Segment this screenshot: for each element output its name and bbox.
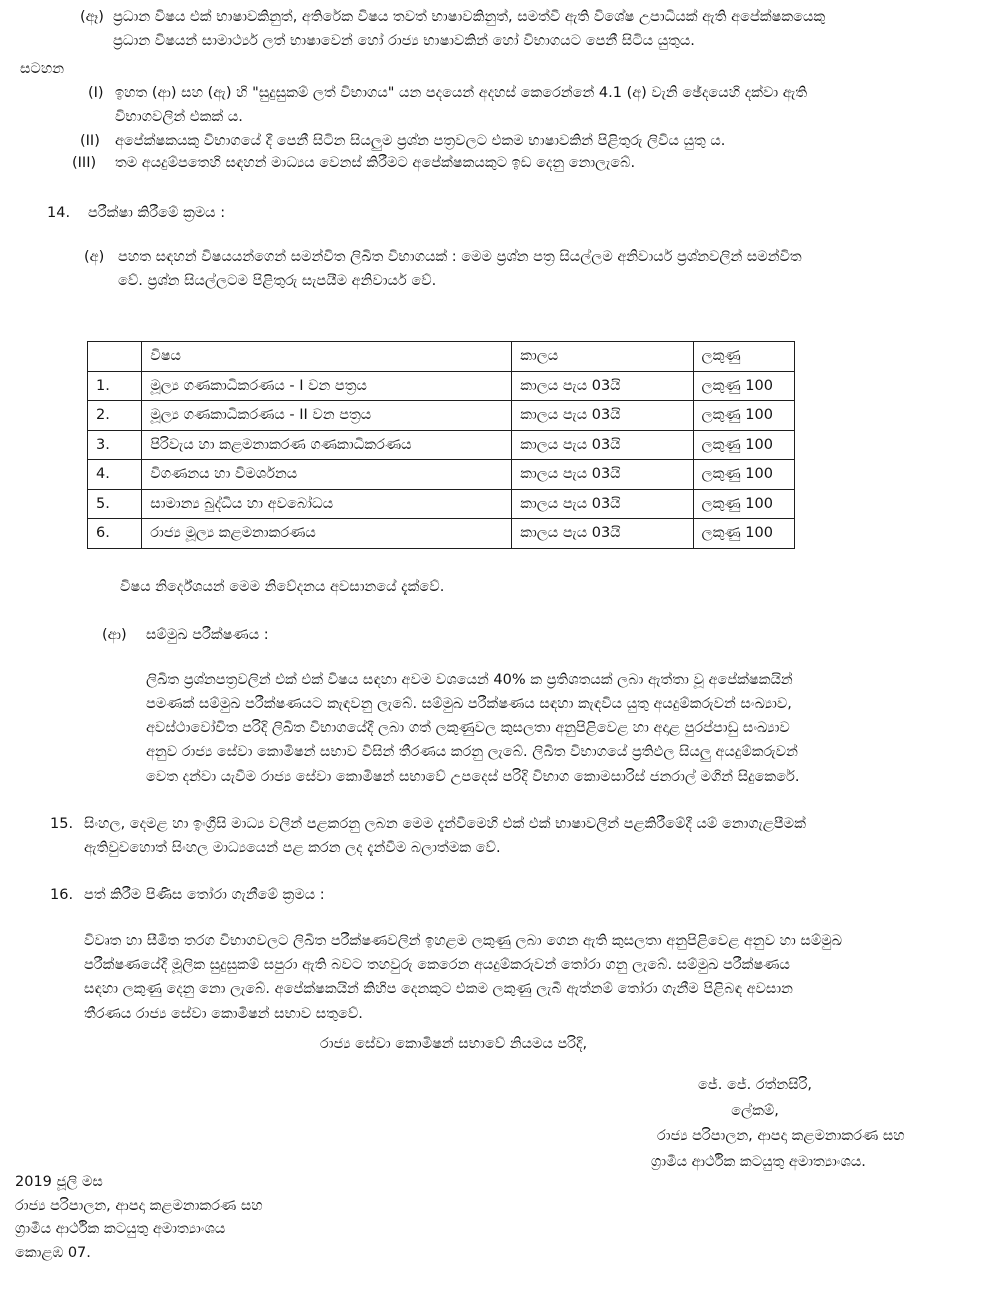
table-cell-subject: විගණනය හා විමර්ශනය: [142, 460, 512, 490]
signatory-ministry: රාජ්‍ය පරිපාලන, ආපදා කළමනාකරණ සහ: [657, 1128, 905, 1144]
paragraph-line: සිංහල, දෙමළ හා ඉංග්‍රීසි මාධ්‍ය වලින් පළකරනු ලබන මෙම දැන්වීමෙහි එක් එක් භාෂාවලින් පළකිරීමේදී යම් නොගැළපීමක්: [84, 816, 806, 832]
paragraph-line: වේ. ප්‍රශ්න සියල්ලටම පිළිතුරු සැපයීම අනිවාර්ය වේ.: [118, 273, 437, 289]
paragraph-line: ලිඛිත ප්‍රශ්නපත්‍රවලින් එක් එක් විෂය සඳහා අවම වශයෙන් 40% ක ප්‍රතිශතයක් ලබා ඇත්තා වූ අපේක්ෂකයින්: [146, 672, 793, 688]
syllabus-note: විෂය නිර්දේශයන් මෙම නිවේදනය අවසානයේ දැක්වේ.: [120, 579, 445, 595]
note-number: (III): [72, 155, 97, 171]
table-cell-time: කාලය පැය 03යි: [512, 430, 693, 460]
table-row: [88, 430, 795, 460]
paragraph-line: සඳහා ලකුණු දෙනු නො ලැබේ. අපේක්ෂකයින් කිහිප දෙනකුට එකම ලකුණු ලැබී ඇත්නම් තෝරා ගැනීම පිළිබඳ අවසාන: [84, 981, 793, 997]
table-cell-marks: ලකුණු 100: [693, 519, 794, 549]
paragraph-line: පමණක් සම්මුඛ පරීක්ෂණයට කැඳවනු ලැබේ. සම්මුඛ පරීක්ෂණය සඳහා කැඳවිය යුතු අයදුම්කරුවන් සංඛ්‍යාව,: [146, 696, 792, 712]
paragraph-line: ප්‍රධාන විෂය එක් භාෂාවකිනුත්, අතිරේක විෂය තවත් භාෂාවකිනුත්, සමත්වී ඇති විශේෂ උපාධියක් ඇති අපේක්ෂකයෙකු: [113, 9, 826, 25]
item-heading: සම්මුඛ පරීක්ෂණය :: [146, 627, 269, 643]
paragraph-line: තීරණය රාජ්‍ය සේවා කොමිෂන් සභාව සතුවේ.: [84, 1006, 363, 1022]
note-text: අපේක්ෂකයකු විභාගයේ දී පෙනී සිටින සියලුම ප්‍රශ්න පත්‍රවලට එකම භාෂාවකින් පිළිතුරු ලිවිය යුතු ය.: [115, 133, 726, 149]
table-row: [88, 489, 795, 519]
table-cell-marks: ලකුණු 100: [693, 401, 794, 431]
paragraph-line: පරීක්ෂණයේදී මූලික සුදුසුකම් සපුරා ඇති බවට තහවුරු කෙරෙන අයදුම්කරුවන් තෝරා ගනු ලැබේ. සම්මුඛ පරීක්ෂණය: [84, 957, 790, 973]
table-row: [88, 519, 795, 549]
note-text: තම අයදුම්පතෙහි සඳහන් මාධ්‍යය වෙනස් කිරීමට අපේක්ෂකයකුට ඉඩ දෙනු නොලැබේ.: [115, 155, 636, 171]
table-cell-time: කාලය පැය 03යි: [512, 489, 693, 519]
table-cell-marks: ලකුණු 100: [693, 371, 794, 401]
table-cell-number: 2.: [88, 401, 142, 431]
table-cell-time: කාලය පැය 03යි: [512, 460, 693, 490]
closing-line: රාජ්‍ය සේවා කොමිෂන් සභාවේ නියමය පරිදි,: [320, 1036, 588, 1052]
table-cell-number: 4.: [88, 460, 142, 490]
item-label: (අ): [84, 249, 105, 265]
note-number: (II): [80, 133, 100, 149]
table-cell-time: කාලය පැය 03යි: [512, 371, 693, 401]
section-number: 15.: [50, 816, 74, 832]
table-cell-number: 1.: [88, 371, 142, 401]
signatory-title: ලේකම්,: [731, 1103, 779, 1119]
note-text: විභාගවලින් එකක් ය.: [115, 109, 243, 125]
paragraph-line: වෙත දන්වා යැවීම රාජ්‍ය සේවා කොමිෂන් සභාවේ උපදෙස් පරිදි විභාග කොමසාරිස් ජනරාල් මගින් සිදුකෙරේ.: [146, 769, 800, 785]
note-text: ඉහත (ආ) සහ (ඇ) හි "සුදුසුකම් ලත් විභාගය" යන පදයෙන් අදහස් කෙරෙන්නේ 4.1 (අ) වැනි ඡේදයෙහි දක්වා ඇති: [115, 85, 808, 101]
table-cell-number: 5.: [88, 489, 142, 519]
issue-date: 2019 ජූලි මස: [15, 1174, 103, 1190]
table-cell-subject: රාජ්‍ය මූල්‍ය කළමනාකරණය: [142, 519, 512, 549]
table-cell-number: 6.: [88, 519, 142, 549]
section-number: 16.: [50, 887, 74, 903]
paragraph-line: පහත සඳහන් විෂයයන්ගෙන් සමන්විත ලිඛිත විභාගයක් : මෙම ප්‍රශ්න පත්‍ර සියල්ලම අනිවාර්ය ප්‍රශ්නවලින් සමන්විත: [118, 249, 802, 265]
table-cell-marks: ලකුණු 100: [693, 460, 794, 490]
table-row: [88, 460, 795, 490]
item-label: (ඈ): [80, 9, 104, 25]
table-row: [88, 371, 795, 401]
table-cell-subject: මූල්‍ය ගණකාධිකරණය - I වන පත්‍රය: [142, 371, 512, 401]
table-cell-time: කාලය පැය 03යි: [512, 401, 693, 431]
paragraph-line: ප්‍රධාන විෂයන් සාමාර්ථ්‍ය ලත් භාෂාවෙන් හෝ රාජ්‍ය භාෂාවකින් හෝ විභාගයට පෙනී සිටිය යුතුය.: [113, 33, 695, 49]
table-cell-subject: පිරිවැය හා කළමනාකරණ ගණකාධිකරණය: [142, 430, 512, 460]
table-header-cell: විෂය: [142, 342, 512, 372]
address-line: කොළඹ 07.: [15, 1245, 91, 1261]
address-line: ග්‍රාමීය ආර්ථික කටයුතු අමාත්‍යාංශය: [15, 1221, 226, 1237]
table-header-row: [88, 342, 795, 372]
table-header-cell: [88, 342, 142, 372]
paragraph-line: අවස්ථාවෝචිත පරිදි ලිඛිත විභාගයේදී ලබා ගත් ලකුණුවල කුසලතා අනුපිළිවෙළ හා අදාළ පුරප්පාඩු සංඛ්‍යාව: [146, 720, 790, 736]
table-header-cell: ලකුණු: [693, 342, 794, 372]
section-heading: පරීක්ෂා කිරීමේ ක්‍රමය :: [88, 205, 226, 221]
note-number: (I): [88, 85, 104, 101]
paragraph-line: ඇතිවුවහොත් සිංහල මාධ්‍යයෙන් පළ කරන ලද දැන්වීම බලාත්මක වේ.: [84, 840, 501, 856]
signatory-name: ජේ. ජේ. රත්නසිරි,: [698, 1077, 812, 1093]
table-cell-number: 3.: [88, 430, 142, 460]
item-label: (ආ): [102, 627, 127, 643]
notes-heading: සටහන: [20, 61, 65, 77]
address-line: රාජ්‍ය පරිපාලන, ආපදා කළමනාකරණ සහ: [15, 1198, 263, 1214]
subjects-table: [87, 341, 795, 549]
signatory-ministry: ග්‍රාමීය ආර්ථික කටයුතු අමාත්‍යාංශය.: [651, 1154, 866, 1170]
paragraph-line: විවෘත හා සීමිත තරග විභාගවලට ලිඛිත පරීක්ෂණවලින් ඉහළම ලකුණු ලබා ගෙන ඇති කුසලතා අනුපිළිවෙළ අනුව හා සම්මුඛ: [84, 933, 843, 949]
table-header-cell: කාලය: [512, 342, 693, 372]
paragraph-line: අනුව රාජ්‍ය සේවා කොමිෂන් සභාව විසින් තීරණය කරනු ලැබේ. ලිඛිත විභාගයේ ප්‍රතිඵල සියලු අයදුම්කරුවන්: [146, 744, 798, 760]
table-cell-time: කාලය පැය 03යි: [512, 519, 693, 549]
table-cell-subject: සාමාන්‍ය බුද්ධිය හා අවබෝධය: [142, 489, 512, 519]
table-cell-marks: ලකුණු 100: [693, 489, 794, 519]
section-heading: පත් කිරීම පිණිස තෝරා ගැනීමේ ක්‍රමය :: [84, 887, 325, 903]
table-cell-subject: මූල්‍ය ගණකාධිකරණය - II වන පත්‍රය: [142, 401, 512, 431]
section-number: 14.: [47, 205, 71, 221]
table-row: [88, 401, 795, 431]
table-cell-marks: ලකුණු 100: [693, 430, 794, 460]
